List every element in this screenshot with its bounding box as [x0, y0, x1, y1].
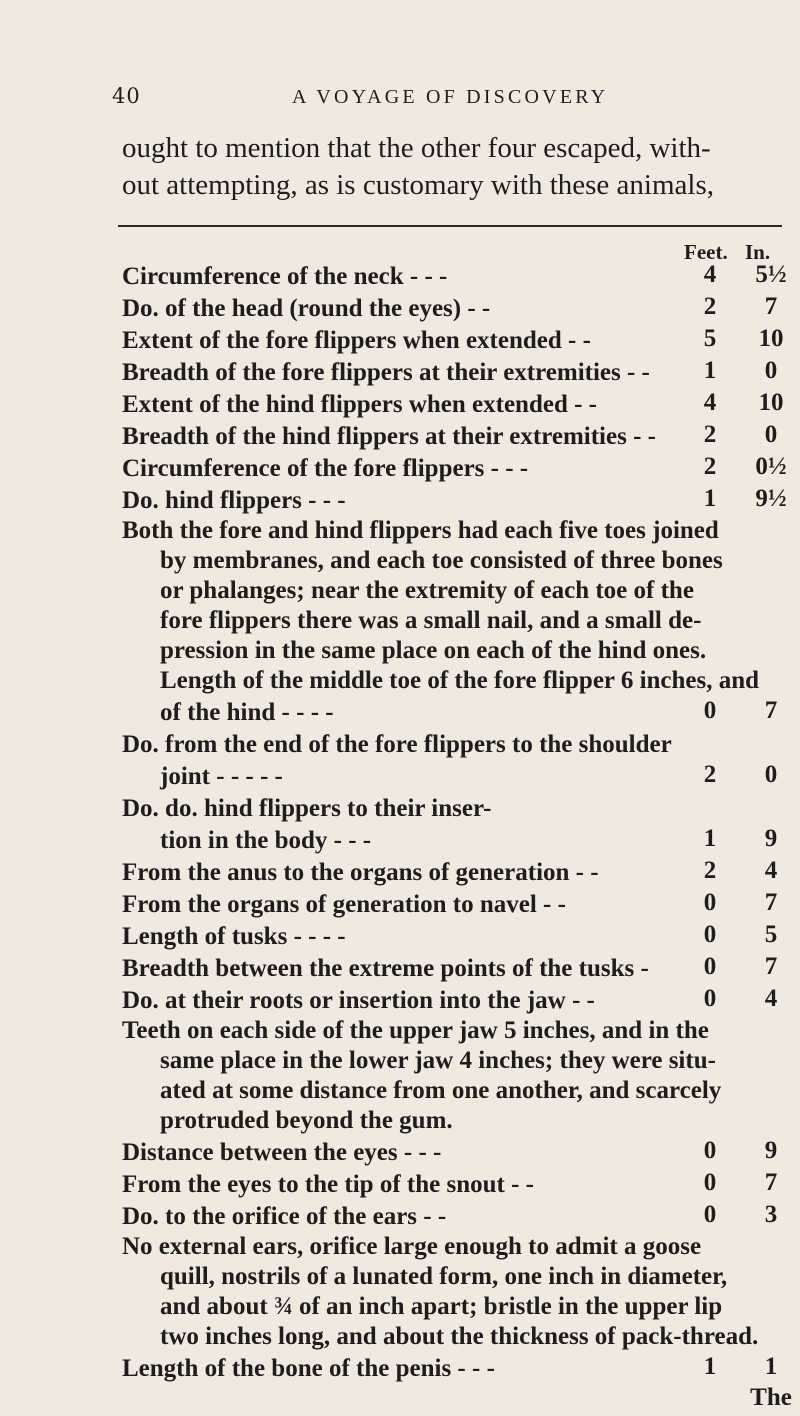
- paragraph-line: pression in the same place on each of the hind ones.: [160, 637, 707, 664]
- teeth-paragraph: [122, 1016, 800, 1136]
- measurement-row: [122, 984, 800, 1016]
- feet-value: 0: [703, 985, 717, 1012]
- feet-value: 4: [703, 261, 717, 288]
- measurement-label: Do. do. hind flippers to their inser-: [122, 795, 492, 822]
- inches-value: 9½: [755, 485, 787, 512]
- feet-value: 0: [703, 953, 717, 980]
- measurement-label: Circumference of the neck - - -: [122, 263, 448, 290]
- measurement-label: Length of the bone of the penis - - -: [122, 1355, 495, 1382]
- measurement-label: Breadth of the hind flippers at their extremities - -: [122, 423, 656, 450]
- inches-column-header: In.: [745, 240, 771, 264]
- measurement-row: [122, 824, 800, 856]
- inches-value: 5: [764, 921, 778, 948]
- inches-value: 4: [764, 857, 778, 884]
- feet-value: 2: [703, 761, 717, 788]
- inches-value: 7: [764, 889, 778, 916]
- measurement-row: [122, 420, 800, 452]
- inches-value: 10: [758, 325, 784, 352]
- paragraph-line: Both the fore and hind flippers had each five toes joined: [122, 517, 719, 544]
- feet-column-header: Feet.: [684, 240, 728, 264]
- inches-value: 7: [764, 1169, 778, 1196]
- measurement-row: [122, 920, 800, 952]
- inches-value: 9: [764, 825, 778, 852]
- measurement-row: [122, 484, 800, 516]
- feet-value: 0: [703, 921, 717, 948]
- running-title: A VOYAGE OF DISCOVERY: [292, 86, 609, 108]
- measurements-group: [122, 1136, 800, 1232]
- feet-value: 1: [703, 825, 717, 852]
- inches-value: 5½: [755, 261, 787, 288]
- page-number: 40: [112, 84, 141, 108]
- feet-value: 0: [703, 1137, 717, 1164]
- feet-value: 0: [703, 697, 717, 724]
- feet-value: 0: [703, 889, 717, 916]
- feet-value: 2: [703, 857, 717, 884]
- intro-paragraph: [122, 130, 782, 204]
- measurement-row: [122, 260, 800, 292]
- paragraph-line: and about ¾ of an inch apart; bristle in the upper lip: [160, 1293, 723, 1320]
- measurements-table: [122, 260, 800, 1416]
- feet-value: 2: [703, 453, 717, 480]
- feet-value: 0: [703, 1201, 717, 1228]
- measurement-label: tion in the body - - -: [160, 827, 372, 854]
- measurement-row: [122, 292, 800, 324]
- measurement-label: From the eyes to the tip of the snout - -: [122, 1171, 534, 1198]
- paragraph-line: Teeth on each side of the upper jaw 5 inches, and in the: [122, 1017, 709, 1044]
- paragraph-line: by membranes, and each toe consisted of three bones: [160, 547, 723, 574]
- measurement-label: Breadth between the extreme points of the tusks -: [122, 955, 649, 982]
- inches-value: 0½: [755, 453, 787, 480]
- inches-value: 0: [764, 357, 778, 384]
- measurement-label: Breadth of the fore flippers at their extremities - -: [122, 359, 650, 386]
- measurements-group: [122, 1352, 800, 1384]
- measurement-row: [122, 1200, 800, 1232]
- feet-value: 5: [703, 325, 717, 352]
- feet-value: 1: [703, 357, 717, 384]
- paragraph-line: protruded beyond the gum.: [160, 1107, 453, 1134]
- section-rule: [118, 225, 782, 227]
- measurement-row: [122, 1136, 800, 1168]
- feet-value: 0: [703, 1169, 717, 1196]
- inches-value: 10: [758, 389, 784, 416]
- measurement-row: [122, 952, 800, 984]
- feet-value: 4: [703, 389, 717, 416]
- paragraph-line: fore flippers there was a small nail, and a small de-: [160, 607, 702, 634]
- feet-value: 1: [703, 485, 717, 512]
- measurements-group: [122, 260, 800, 516]
- inches-value: 0: [764, 761, 778, 788]
- paragraph-line: Length of the middle toe of the fore flipper 6 inches, and: [160, 667, 760, 694]
- inches-value: 7: [764, 953, 778, 980]
- paragraph-line: quill, nostrils of a lunated form, one inch in diameter,: [160, 1263, 728, 1290]
- measurement-row: [122, 1352, 800, 1384]
- inches-value: 9: [764, 1137, 778, 1164]
- measurement-row: [122, 1168, 800, 1200]
- inches-value: 3: [764, 1201, 778, 1228]
- measurement-row: [122, 696, 800, 728]
- measurement-row: [122, 856, 800, 888]
- intro-line: out attempting, as is customary with these animals,: [122, 169, 714, 201]
- paragraph-line: two inches long, and about the thickness of pack-thread.: [160, 1323, 759, 1350]
- measurement-label: Do. to the orifice of the ears - -: [122, 1203, 447, 1230]
- inches-value: 4: [764, 985, 778, 1012]
- measurements-group: [122, 696, 800, 1016]
- inches-value: 0: [764, 421, 778, 448]
- feet-value: 2: [703, 421, 717, 448]
- toes-paragraph: [122, 516, 800, 696]
- paragraph-line: same place in the lower jaw 4 inches; they were situ-: [160, 1047, 716, 1074]
- measurement-label: From the anus to the organs of generation - -: [122, 859, 599, 886]
- measurement-label: Do. of the head (round the eyes) - -: [122, 295, 491, 322]
- paragraph-line: ated at some distance from one another, and scarcely: [160, 1077, 722, 1104]
- feet-value: 2: [703, 293, 717, 320]
- measurement-label: Extent of the fore flippers when extended - -: [122, 327, 591, 354]
- paragraph-line: No external ears, orifice large enough to admit a goose: [122, 1233, 702, 1260]
- measurement-row: [122, 760, 800, 792]
- measurement-row: [122, 388, 800, 420]
- measurement-label: Distance between the eyes - - -: [122, 1139, 442, 1166]
- measurement-label: Length of tusks - - - -: [122, 923, 346, 950]
- intro-line: ought to mention that the other four escaped, with-: [122, 132, 711, 164]
- measurement-label: Do. hind flippers - - -: [122, 487, 346, 514]
- measurement-label: Do. at their roots or insertion into the jaw - -: [122, 987, 595, 1014]
- measurement-label: From the organs of generation to navel - -: [122, 891, 566, 918]
- feet-value: 1: [703, 1353, 717, 1380]
- inches-value: 7: [764, 697, 778, 724]
- measurement-row: [122, 452, 800, 484]
- measurement-label: Extent of the hind flippers when extended - -: [122, 391, 598, 418]
- paragraph-line: or phalanges; near the extremity of each toe of the: [160, 577, 694, 604]
- measurement-label: Do. from the end of the fore flippers to the shoulder: [122, 731, 672, 758]
- page-header: [0, 84, 800, 124]
- ears-paragraph: [122, 1232, 800, 1352]
- measurement-row: [122, 792, 800, 824]
- measurement-label: of the hind - - - -: [160, 699, 334, 726]
- inches-value: 7: [764, 293, 778, 320]
- measurement-row: [122, 356, 800, 388]
- inches-value: 1: [764, 1353, 778, 1380]
- catchword-row: [122, 1384, 800, 1416]
- measurement-label: Circumference of the fore flippers - - -: [122, 455, 529, 482]
- measurement-label: joint - - - - -: [160, 763, 283, 790]
- measurement-row: [122, 324, 800, 356]
- catchword: The: [750, 1384, 792, 1411]
- measurement-row: [122, 888, 800, 920]
- measurement-row: [122, 728, 800, 760]
